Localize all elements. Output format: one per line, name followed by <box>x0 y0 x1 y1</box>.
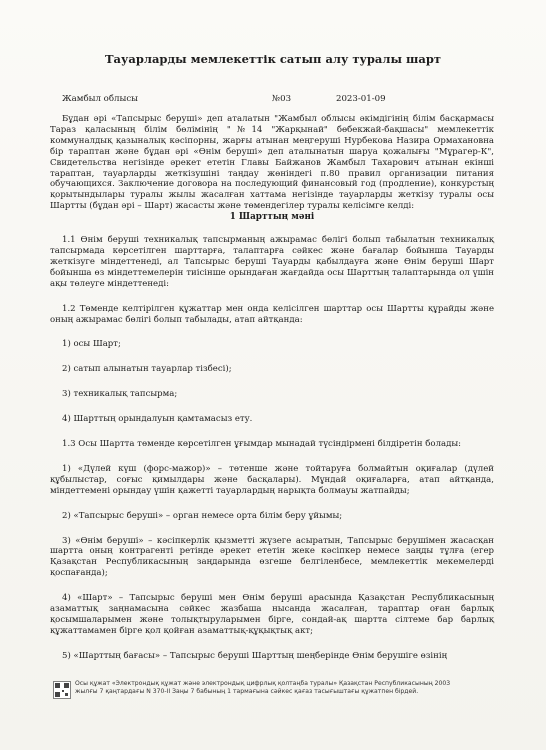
list-item: 1) осы Шарт; <box>62 339 121 350</box>
qr-stamp-icon <box>53 681 71 699</box>
definition-item: 2) «Тапсырыс беруші» – орган немесе орта білім беру ұйымы; <box>62 510 343 521</box>
list-item: 2) сатып алынатын тауарлар тізбесі); <box>62 364 232 375</box>
list-item: 4) Шарттың орындалуын қамтамасыз ету. <box>62 414 253 425</box>
clause-1-2: 1.2 Төменде келтірілген құжаттар мен онда келісілген шарттар осы Шартты құрайды және оның ажырамас бөлігі болып табылады, атап айтқанда: <box>50 303 494 325</box>
document-body <box>50 114 494 662</box>
definition-item: 1) «Дүлей күш (форс-мажор)» – төтенше және тойтаруға болмайтын оқиғалар (дүлей құбылыстар, соғыс қимылдары және басқалары). Мұндай оқиғаларға, атап айтқанда, міндеттемені орындау үшін қажетті тауарлардың нарықта болмауы жатпайды; <box>50 463 494 496</box>
region-label: Жамбыл облысы <box>62 94 138 104</box>
document-title: Тауарларды мемлекеттік сатып алу туралы шарт <box>105 52 441 66</box>
contract-date: 2023-01-09 <box>336 94 386 104</box>
footer-notice: Осы құжат «Электрондық құжат және электрондық цифрлық қолтаңба туралы» Қазақстан Республикасының 2003 жылғы 7 қаңтардағы N 370-II Заңы 7 бабының 1 тармағына сәйкес қағаз тасығыштағы құжатпен бірдей. <box>75 680 451 695</box>
list-item: 3) техникалық тапсырма; <box>62 389 178 400</box>
definition-item: 5) «Шарттың бағасы» – Тапсырыс беруші Шарттың шеңберінде Өнім берушіге өзінің <box>62 650 448 661</box>
clause-1-1: 1.1 Өнім беруші техникалық тапсырманың ажырамас бөлігі болып табылатын техникалық тапсырмада көрсетілген шарттарға, талаптарға сәйкес және бағалар бойынша Тауарды жеткізуге міндеттенеді, ал Тапсырыс беруші Тауарды қабылдауға және Өнім беруші Шарт бойынша өз міндеттемелерін тиісінше орындаған жағдайда осы Шарттың талаптарында ол үшін ақы төлеуге міндеттенеді: <box>50 235 494 289</box>
definition-item: 4) «Шарт» – Тапсырыс беруші мен Өнім беруші арасында Қазақстан Республикасының азаматтық заңнамасына сәйкес жазбаша нысанда жасалған, тараптар оған барлық қосымшаларымен және толықтыруларымен бірге, сондай-ақ шартта сілтеме бар барлық құжаттамамен бірге қол қойған азаматтық-құқықтық акт; <box>50 593 494 636</box>
section-1-heading: 1 Шарттың мәні <box>229 212 315 223</box>
definition-item: 3) «Өнім беруші» – кәсіпкерлік қызметті жүзеге асыратын, Тапсырыс берушімен жасасқан шартта оның контрагенті ретінде әрекет ететін жеке кәсіпкер немесе заңды тұлға (егер Қазақстан Республикасының заңдарында өзгеше белгіленбесе, мемлекеттік мекемелерді қоспағанда); <box>50 535 494 579</box>
contract-number: №03 <box>272 94 292 104</box>
preamble-paragraph: Бұдан әрі «Тапсырыс беруші» деп аталатын "Жамбыл облысы әкімдігінің білім басқармасы Тараз қаласының білім бөлімінің "№14 "Жарқынай" бөбекжай-бақшасы" мемлекеттік коммуналдық қазыналық кәсіпорны, жарғы атынан меңгеруші Нурбекова Назира Ормахановна бір тараптан және бұдан әрі «Өнім беруші» деп аталынатын шаруа қожалығы "Мұрагер-К", Свидетельства негізінде әрекет ететін Главы Байжанов Жамбыл Тахарович атынан екінші тараптан, тауарларды жеткізушіні таңдау жөніндегі п.80 правил организации питания обучающихся. Заключение договора на последующий финансовый год (продление), конкурстың қорытындылары туралы жылы жасалған хаттама негізінде тауарларды жеткізу туралы осы Шартты (бұдан әрі – Шарт) жасасты және төмендегілер туралы келісімге келді: <box>50 114 494 212</box>
clause-1-3: 1.3 Осы Шартта төменде көрсетілген ұғымдар мынадай түсіндірмені білдіретін болады: <box>62 439 462 450</box>
